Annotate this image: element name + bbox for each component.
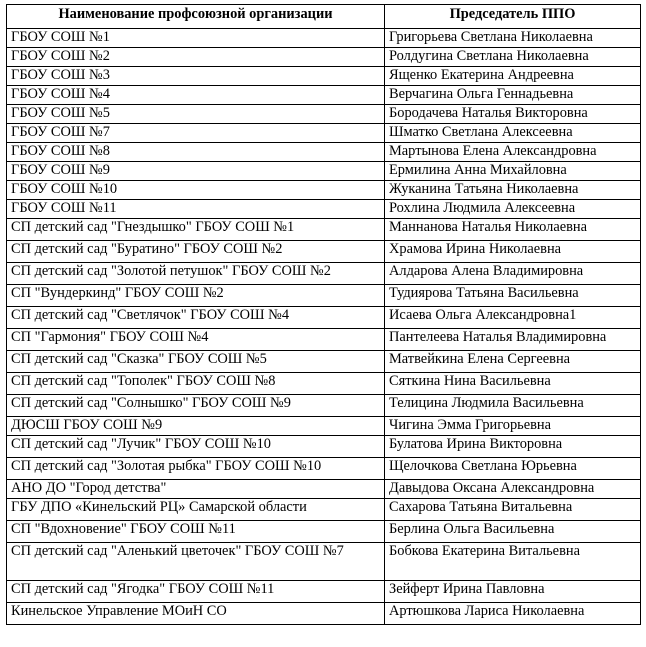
chairman-cell: Бобкова Екатерина Витальевна: [385, 543, 641, 581]
table-row: [7, 200, 641, 219]
chairman-cell: Верчагина Ольга Геннадьевна: [385, 86, 641, 105]
organization-cell: СП детский сад "Тополек" ГБОУ СОШ №8: [7, 373, 385, 395]
chairman-cell: Храмова Ирина Николаевна: [385, 241, 641, 263]
organization-cell: СП детский сад "Золотая рыбка" ГБОУ СОШ №10: [7, 458, 385, 480]
organization-cell: СП детский сад "Аленький цветочек" ГБОУ СОШ №7: [7, 543, 385, 581]
organization-cell: ГБОУ СОШ №3: [7, 67, 385, 86]
table-row: [7, 543, 641, 581]
table-row: [7, 181, 641, 200]
organization-cell: СП детский сад "Солнышко" ГБОУ СОШ №9: [7, 395, 385, 417]
organization-cell: ГБОУ СОШ №9: [7, 162, 385, 181]
organization-cell: ГБОУ СОШ №5: [7, 105, 385, 124]
table-row: [7, 143, 641, 162]
chairman-cell: Матвейкина Елена Сергеевна: [385, 351, 641, 373]
table-row: [7, 395, 641, 417]
chairman-cell: Маннанова Наталья Николаевна: [385, 219, 641, 241]
chairman-cell: Щелочкова Светлана Юрьевна: [385, 458, 641, 480]
table-row: [7, 521, 641, 543]
organization-cell: СП детский сад "Буратино" ГБОУ СОШ №2: [7, 241, 385, 263]
table-row: [7, 219, 641, 241]
chairman-cell: Исаева Ольга Александровна1: [385, 307, 641, 329]
chairman-cell: Шматко Светлана Алексеевна: [385, 124, 641, 143]
chairman-cell: Тудиярова Татьяна Васильевна: [385, 285, 641, 307]
organization-cell: СП детский сад "Сказка" ГБОУ СОШ №5: [7, 351, 385, 373]
table-row: [7, 581, 641, 603]
organization-cell: Кинельское Управление МОиН СО: [7, 603, 385, 625]
organization-cell: ГБОУ СОШ №4: [7, 86, 385, 105]
organization-cell: СП детский сад "Гнездышко" ГБОУ СОШ №1: [7, 219, 385, 241]
table-row: [7, 499, 641, 521]
chairman-cell: Ященко Екатерина Андреевна: [385, 67, 641, 86]
organization-cell: СП детский сад "Ягодка" ГБОУ СОШ №11: [7, 581, 385, 603]
table-row: [7, 373, 641, 395]
organization-cell: ГБОУ СОШ №2: [7, 48, 385, 67]
table-row: [7, 263, 641, 285]
organization-cell: СП детский сад "Светлячок" ГБОУ СОШ №4: [7, 307, 385, 329]
table-row: [7, 436, 641, 458]
chairman-cell: Рохлина Людмила Алексеевна: [385, 200, 641, 219]
organization-cell: ГБУ ДПО «Кинельский РЦ» Самарской области: [7, 499, 385, 521]
organization-cell: СП детский сад "Золотой петушок" ГБОУ СОШ №2: [7, 263, 385, 285]
organization-cell: ГБОУ СОШ №7: [7, 124, 385, 143]
table-row: [7, 86, 641, 105]
table-row: [7, 458, 641, 480]
table-row: [7, 307, 641, 329]
chairman-cell: Пантелеева Наталья Владимировна: [385, 329, 641, 351]
chairman-cell: Зейферт Ирина Павловна: [385, 581, 641, 603]
table-row: [7, 417, 641, 436]
table-row: [7, 285, 641, 307]
organization-cell: АНО ДО "Город детства": [7, 480, 385, 499]
chairman-cell: Чигина Эмма Григорьевна: [385, 417, 641, 436]
chairman-cell: Ролдугина Светлана Николаевна: [385, 48, 641, 67]
chairman-cell: Ермилина Анна Михайловна: [385, 162, 641, 181]
organization-cell: ГБОУ СОШ №10: [7, 181, 385, 200]
column-header-chairman: Председатель ППО: [385, 5, 641, 29]
organization-cell: ДЮСШ ГБОУ СОШ №9: [7, 417, 385, 436]
table-row: [7, 67, 641, 86]
table-row: [7, 105, 641, 124]
chairman-cell: Берлина Ольга Васильевна: [385, 521, 641, 543]
organization-cell: СП детский сад "Лучик" ГБОУ СОШ №10: [7, 436, 385, 458]
table-header-row: [7, 5, 641, 29]
table-row: [7, 162, 641, 181]
table-row: [7, 351, 641, 373]
chairman-cell: Давыдова Оксана Александровна: [385, 480, 641, 499]
table-row: [7, 124, 641, 143]
table-row: [7, 48, 641, 67]
column-header-organization: Наименование профсоюзной организации: [7, 5, 385, 29]
chairman-cell: Сахарова Татьяна Витальевна: [385, 499, 641, 521]
chairman-cell: Бородачева Наталья Викторовна: [385, 105, 641, 124]
table-row: [7, 29, 641, 48]
table-row: [7, 603, 641, 625]
organization-cell: СП "Вундеркинд" ГБОУ СОШ №2: [7, 285, 385, 307]
chairman-cell: Сяткина Нина Васильевна: [385, 373, 641, 395]
chairman-cell: Артюшкова Лариса Николаевна: [385, 603, 641, 625]
chairman-cell: Мартынова Елена Александровна: [385, 143, 641, 162]
organization-cell: ГБОУ СОШ №1: [7, 29, 385, 48]
table-row: [7, 480, 641, 499]
chairman-cell: Григорьева Светлана Николаевна: [385, 29, 641, 48]
organization-cell: СП "Вдохновение" ГБОУ СОШ №11: [7, 521, 385, 543]
chairman-cell: Алдарова Алена Владимировна: [385, 263, 641, 285]
table-row: [7, 329, 641, 351]
union-chairs-table: [6, 4, 641, 625]
organization-cell: ГБОУ СОШ №8: [7, 143, 385, 162]
organization-cell: СП "Гармония" ГБОУ СОШ №4: [7, 329, 385, 351]
table-row: [7, 241, 641, 263]
chairman-cell: Булатова Ирина Викторовна: [385, 436, 641, 458]
chairman-cell: Телицина Людмила Васильевна: [385, 395, 641, 417]
organization-cell: ГБОУ СОШ №11: [7, 200, 385, 219]
chairman-cell: Жуканина Татьяна Николаевна: [385, 181, 641, 200]
